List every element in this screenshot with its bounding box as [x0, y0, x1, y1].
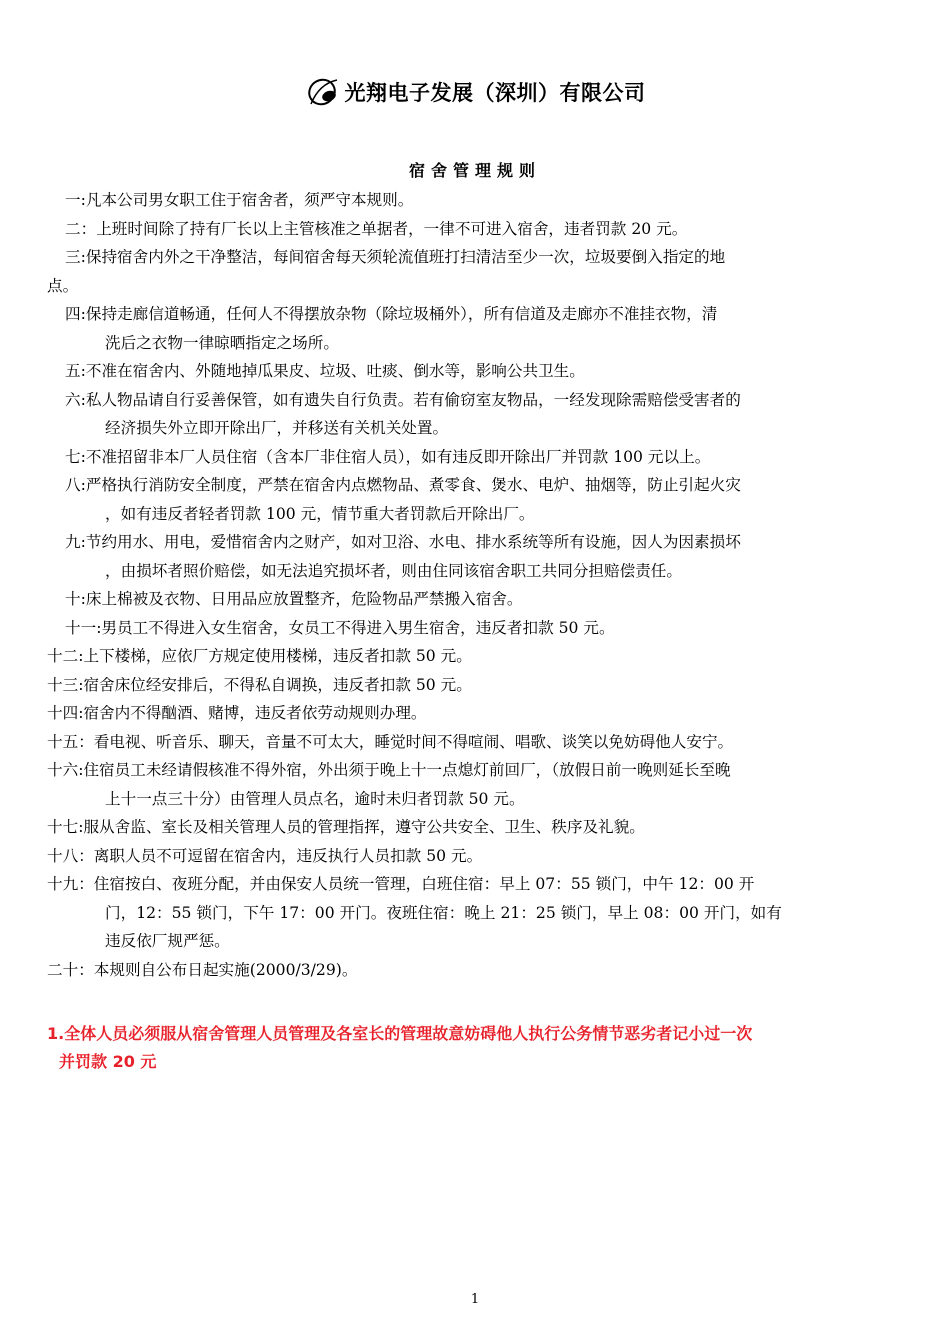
- rule-item: 十五： 看电视、听音乐、聊天，音量不可太大，睡觉时间不得喧闹、唱歌、谈笑以免妨碍他人安宁。: [47, 732, 734, 751]
- rule-item-continuation: 经济损失外立即开除出厂，并移送有关机关处置。: [105, 419, 449, 437]
- rule-item-continuation: 违反依厂规严惩。: [105, 932, 230, 950]
- rule-item: 十三: 宿舍床位经安排后，不得私自调换，违反者扣款 50 元。: [47, 675, 472, 694]
- rule-item: 十七: 服从舍监、室长及相关管理人员的管理指挥，遵守公共安全、卫生、秩序及礼貌。: [47, 818, 645, 836]
- rule-item: 十: 床上棉被及衣物、日用品应放置整齐，危险物品严禁搬入宿舍。: [65, 590, 523, 608]
- rule-item: 五: 不准在宿舍内、外随地掉瓜果皮、垃圾、吐痰、倒水等，影响公共卫生。: [65, 362, 585, 380]
- rule-item: 十二: 上下楼梯，应依厂方规定使用楼梯，违反者扣款 50 元。: [47, 647, 472, 665]
- rule-item-continuation: 点。: [47, 276, 79, 295]
- rule-item-continuation: ，由损坏者照价赔偿，如无法追究损坏者，则由住同该宿舍职工共同分担赔偿责任。: [105, 561, 682, 580]
- rule-item: 十四: 宿舍内不得酗酒、赌博，违反者依劳动规则办理。: [47, 704, 427, 722]
- page-number: 1: [470, 1292, 480, 1307]
- note-line: 并罚款 20 元: [59, 1052, 157, 1071]
- rule-item: 九: 节约用水、用电，爱惜宿舍内之财产，如对卫浴、水电、排水系统等所有设施，因人为因素损坏: [65, 533, 741, 551]
- rule-item-continuation: ，如有违反者轻者罚款 100 元，情节重大者罚款后开除出厂。: [105, 504, 535, 523]
- rule-item: 八: 严格执行消防安全制度，严禁在宿舍内点燃物品、煮零食、煲水、电炉、抽烟等，防止引起火灾: [65, 476, 741, 494]
- rule-item-continuation: 洗后之衣物一律晾晒指定之场所。: [105, 333, 339, 352]
- rules-list: [47, 186, 907, 984]
- company-name: 光翔电子发展（深圳）有限公司: [344, 81, 646, 105]
- rule-item: 一: 凡本公司男女职工住于宿舍者，须严守本规则。: [65, 191, 414, 209]
- company-logo-icon: [305, 74, 343, 110]
- rule-item: 二十： 本规则自公布日起实施(2000/3/29)。: [47, 960, 358, 979]
- rule-item: 四: 保持走廊信道畅通，任何人不得摆放杂物（除垃圾桶外），所有信道及走廊亦不准挂衣物，清: [65, 305, 718, 323]
- rule-item: 二： 上班时间除了持有厂长以上主管核准之单据者，一律不可进入宿舍，违者罚款 20 元。: [65, 219, 688, 238]
- rule-item: 三: 保持宿舍内外之干净整洁，每间宿舍每天须轮流值班打扫清洁至少一次，垃圾要倒入指定的地: [65, 248, 726, 266]
- rule-item-continuation: 门，12：55 锁门，下午 17：00 开门。夜班住宿：晚上 21：25 锁门，早上 08：00 开门，如有: [105, 903, 782, 922]
- rule-item-continuation: 上十一点三十分）由管理人员点名，逾时未归者罚款 50 元。: [105, 789, 525, 808]
- rule-item: 十九： 住宿按白、夜班分配，并由保安人员统一管理，白班住宿：早上 07：55 锁门，中午 12：00 开: [47, 875, 755, 893]
- note-line: 1.全体人员必须服从宿舍管理人员管理及各室长的管理故意妨碍他人执行公务情节恶劣者记小过一次: [47, 1024, 753, 1043]
- rule-item: 十六: 住宿员工未经请假核准不得外宿，外出须于晚上十一点熄灯前回厂，（放假日前一晚则延长至晚: [47, 761, 731, 779]
- rule-item: 十八： 离职人员不可逗留在宿舍内，违反执行人员扣款 50 元。: [47, 846, 483, 865]
- important-note: [47, 1020, 907, 1076]
- rule-item: 七: 不准招留非本厂人员住宿（含本厂非住宿人员），如有违反即开除出厂并罚款 100 元以上。: [65, 447, 711, 466]
- rule-item: 十一: 男员工不得进入女生宿舍，女员工不得进入男生宿舍，违反者扣款 50 元。: [65, 618, 615, 637]
- rule-item: 六: 私人物品请自行妥善保管，如有遗失自行负责。若有偷窃室友物品，一经发现除需赔偿受害者的: [65, 390, 741, 409]
- page-title: 宿舍管理规则: [408, 161, 541, 180]
- header: [0, 74, 950, 110]
